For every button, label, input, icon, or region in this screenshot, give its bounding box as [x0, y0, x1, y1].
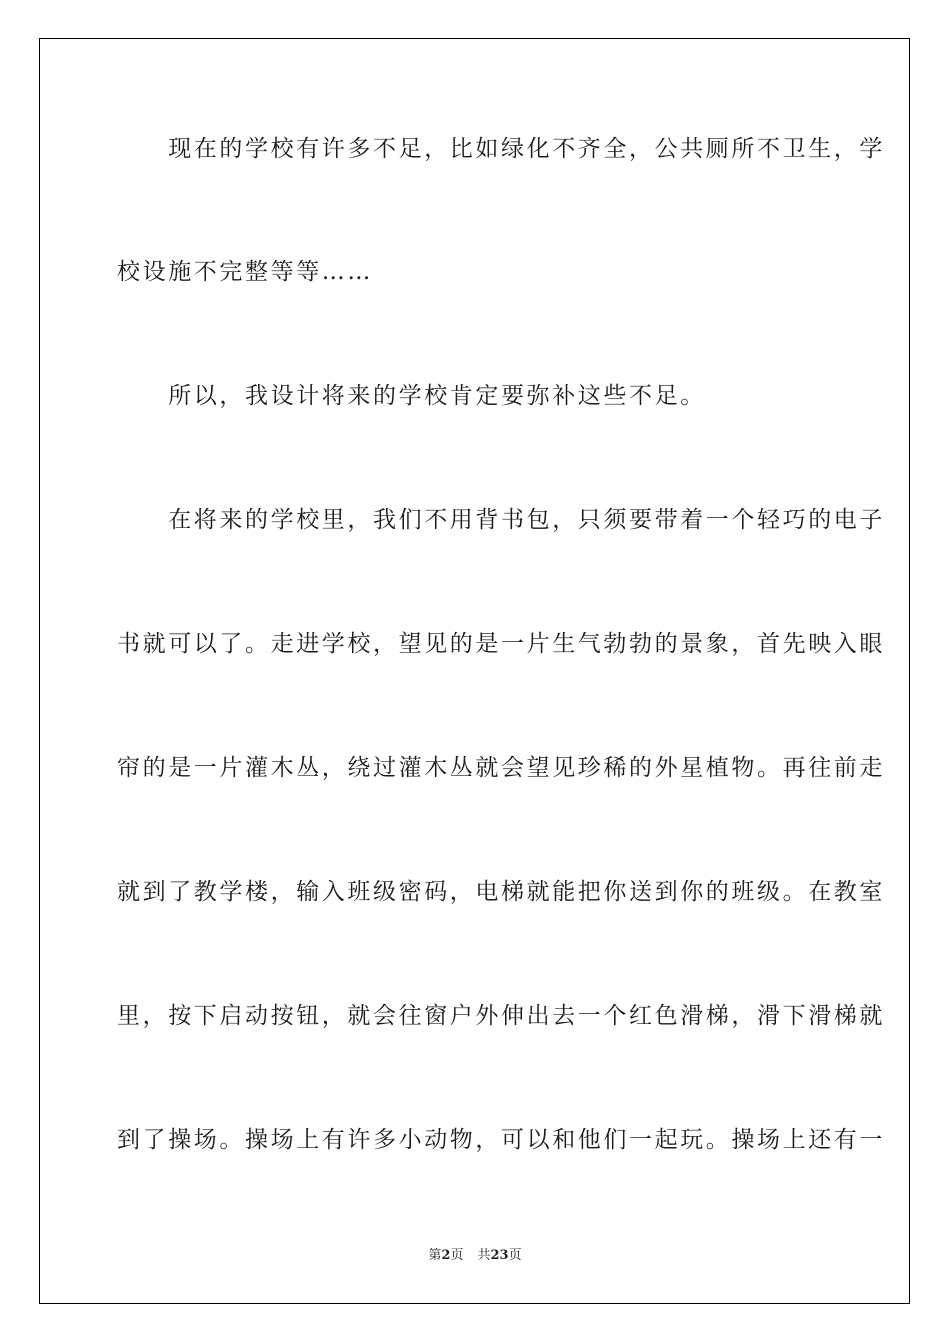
total-suffix: 页 — [508, 1248, 522, 1263]
text-line-4: 在将来的学校里，我们不用背书包，只须要带着一个轻巧的电子 — [117, 507, 885, 533]
page-number: 2 — [441, 1248, 451, 1263]
text-line-9: 到了操场。操场上有许多小动物，可以和他们一起玩。操场上还有一 — [117, 1127, 885, 1153]
page-footer — [0, 1247, 950, 1265]
text-line-8: 里，按下启动按钮，就会往窗户外伸出去一个红色滑梯，滑下滑梯就 — [117, 1003, 885, 1029]
text-line-3: 所以，我设计将来的学校肯定要弥补这些不足。 — [117, 383, 706, 409]
text-line-2: 校设施不完整等等…… — [117, 259, 373, 285]
page-prefix: 第 — [428, 1248, 442, 1263]
text-line-5: 书就可以了。走进学校，望见的是一片生气勃勃的景象，首先映入眼 — [117, 631, 885, 657]
total-prefix: 共 — [477, 1248, 491, 1263]
text-line-6: 帘的是一片灌木丛，绕过灌木丛就会望见珍稀的外星植物。再往前走 — [117, 755, 885, 781]
total-pages: 23 — [490, 1248, 509, 1263]
page-suffix: 页 — [450, 1248, 464, 1263]
page-border — [39, 38, 910, 1304]
text-line-7: 就到了教学楼，输入班级密码，电梯就能把你送到你的班级。在教室 — [117, 879, 885, 905]
text-line-1: 现在的学校有许多不足，比如绿化不齐全，公共厕所不卫生，学 — [117, 136, 885, 162]
